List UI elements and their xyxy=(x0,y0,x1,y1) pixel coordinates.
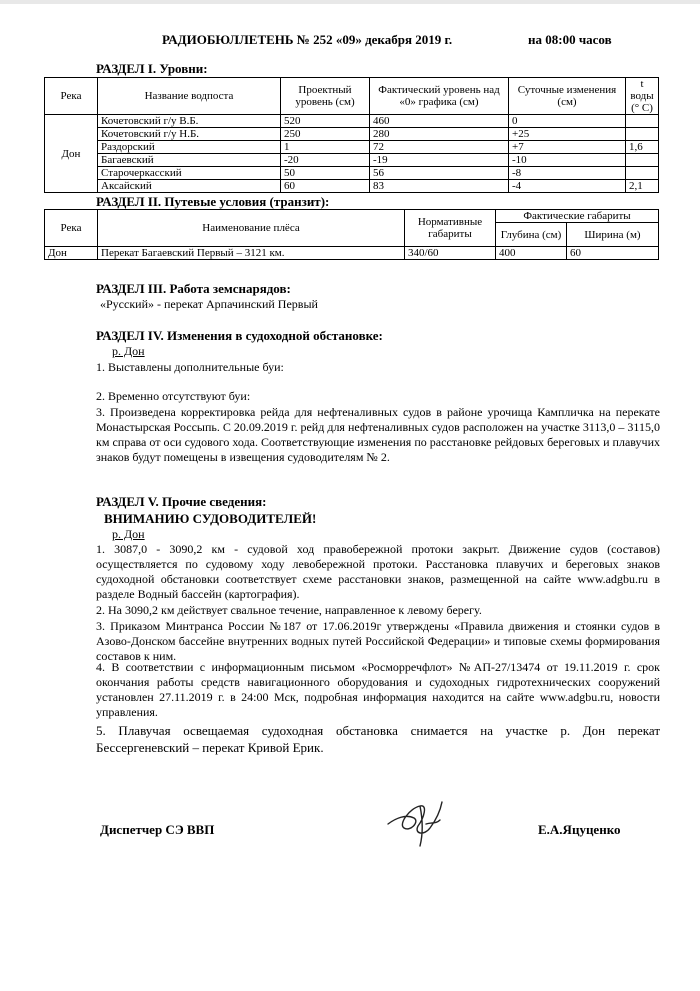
table-row xyxy=(45,115,659,128)
signer-name: Е.А.Яцуценко xyxy=(538,822,621,837)
daily-change: -10 xyxy=(509,154,626,167)
water-temp xyxy=(626,115,659,128)
post-name: Кочетовский г/у В.Б. xyxy=(98,115,281,128)
project-level: 250 xyxy=(281,128,370,141)
section5-item-3: 3. Приказом Минтранса России №187 от 17.06.2019г утверждены «Правила движения и стоянки судов в Азово-Донском бассейне внутренних водных путей Российской Федерации» и типовые схемы формирования составов к ним. xyxy=(96,619,660,663)
project-level: 50 xyxy=(281,167,370,180)
post-name: Багаевский xyxy=(98,154,281,167)
post-name: Аксайский xyxy=(98,180,281,193)
normative-value: 340/60 xyxy=(405,247,496,260)
table-row xyxy=(45,180,659,193)
post-name: Старочеркасский xyxy=(98,167,281,180)
col-water-temp: t воды (° С) xyxy=(626,78,659,115)
water-temp xyxy=(626,167,659,180)
daily-change: +25 xyxy=(509,128,626,141)
table-row xyxy=(45,247,659,260)
daily-change: +7 xyxy=(509,141,626,154)
section4-item-2: 2. Временно отсутствуют буи: xyxy=(96,389,251,403)
section4-river: р. Дон xyxy=(112,344,145,358)
section5-subtitle: ВНИМАНИЮ СУДОВОДИТЕЛЕЙ! xyxy=(104,511,317,526)
project-level: 60 xyxy=(281,180,370,193)
water-temp xyxy=(626,154,659,167)
river-cell: Дон xyxy=(45,247,98,260)
water-temp xyxy=(626,128,659,141)
section5-item-2: 2. На 3090,2 км действует свальное течение, направленное к левому берегу. xyxy=(96,603,482,617)
daily-change: 0 xyxy=(509,115,626,128)
dispatcher-position: Диспетчер СЭ ВВП xyxy=(100,822,215,837)
post-name: Кочетовский г/у Н.Б. xyxy=(98,128,281,141)
col-river: Река xyxy=(45,210,98,247)
levels-header-row xyxy=(45,78,659,115)
reach-name: Перекат Багаевский Первый – 3121 км. xyxy=(98,247,405,260)
levels-table xyxy=(44,77,659,193)
daily-change: -4 xyxy=(509,180,626,193)
col-daily-change: Суточные изменения (см) xyxy=(509,78,626,115)
transit-table xyxy=(44,209,659,260)
project-level: 520 xyxy=(281,115,370,128)
section3-title: РАЗДЕЛ III. Работа земснарядов: xyxy=(96,281,291,296)
col-actual-level: Фактический уровень над «0» графика (см) xyxy=(370,78,509,115)
dredger-info: «Русский» - перекат Арпачинский Первый xyxy=(100,297,318,311)
section5-river: р. Дон xyxy=(112,527,145,541)
width-value: 60 xyxy=(567,247,659,260)
actual-level: -19 xyxy=(370,154,509,167)
scan-edge xyxy=(0,0,700,4)
transit-header-row xyxy=(45,210,659,223)
section1-title: РАЗДЕЛ I. Уровни: xyxy=(96,61,208,76)
project-level: -20 xyxy=(281,154,370,167)
section4-item-1: 1. Выставлены дополнительные буи: xyxy=(96,360,284,374)
col-width: Ширина (м) xyxy=(567,223,659,247)
actual-level: 460 xyxy=(370,115,509,128)
section5-title: РАЗДЕЛ V. Прочие сведения: xyxy=(96,494,267,509)
river-cell: Дон xyxy=(45,115,98,193)
depth-value: 400 xyxy=(496,247,567,260)
section5-item-4: 4. В соответствии с информационным письмом «Росморречфлот» №АП-27/13474 от 19.11.2019 г. срок окончания работы средств навигационного оборудования и судоходных гидротехнических сооружений установлен 27.11.2019 г. в 24:00 Мск, подробная информация находится на сайте www.adgbu.ru, новости управления. xyxy=(96,660,660,719)
table-row xyxy=(45,141,659,154)
actual-level: 56 xyxy=(370,167,509,180)
col-normative: Нормативные габариты xyxy=(405,210,496,247)
section4-item-3: 3. Произведена корректировка рейда для нефтеналивных судов в районе урочища Кампличка на перекате Монастырская Россыпь. С 20.09.2019 г. рейд для нефтеналивных судов расположен на участке 3113,0 – 3115,0 км справа от оси судового хода. Соответствующие изменения по расстановке рейдовых береговых и плавучих знаков будут помещены в извещения судоводителям № 2. xyxy=(96,405,660,464)
water-temp: 1,6 xyxy=(626,141,659,154)
col-project-level: Проектный уровень (см) xyxy=(281,78,370,115)
actual-level: 280 xyxy=(370,128,509,141)
table-row xyxy=(45,167,659,180)
water-temp: 2,1 xyxy=(626,180,659,193)
signature-icon xyxy=(380,788,452,848)
col-actual: Фактические габариты xyxy=(496,210,659,223)
post-name: Раздорский xyxy=(98,141,281,154)
col-depth: Глубина (см) xyxy=(496,223,567,247)
project-level: 1 xyxy=(281,141,370,154)
col-post: Название водпоста xyxy=(98,78,281,115)
bulletin-time: на 08:00 часов xyxy=(528,32,612,47)
section5-item-1: 1. 3087,0 - 3090,2 км - судовой ход правобережной протоки закрыт. Движение судов (составов) осуществляется по судовому ходу левобережной протоки. Расстановка плавучих и береговых знаков судоходной обстановки соответствует схеме расстановки знаков, размещенной на сайте www.adgbu.ru в разделе Водный бассейн (картография). xyxy=(96,542,660,601)
section4-title: РАЗДЕЛ IV. Изменения в судоходной обстановке: xyxy=(96,328,383,343)
actual-level: 72 xyxy=(370,141,509,154)
col-river: Река xyxy=(45,78,98,115)
table-row xyxy=(45,128,659,141)
bulletin-title: РАДИОБЮЛЛЕТЕНЬ № 252 «09» декабря 2019 г. xyxy=(162,32,453,47)
actual-level: 83 xyxy=(370,180,509,193)
section5-item-5: 5. Плавучая освещаемая судоходная обстановка снимается на участке р. Дон перекат Бессергеневский – перекат Кривой Ерик. xyxy=(96,723,660,755)
col-reach-name: Наименование плёса xyxy=(98,210,405,247)
daily-change: -8 xyxy=(509,167,626,180)
table-row xyxy=(45,154,659,167)
section2-title: РАЗДЕЛ II. Путевые условия (транзит): xyxy=(96,194,330,209)
